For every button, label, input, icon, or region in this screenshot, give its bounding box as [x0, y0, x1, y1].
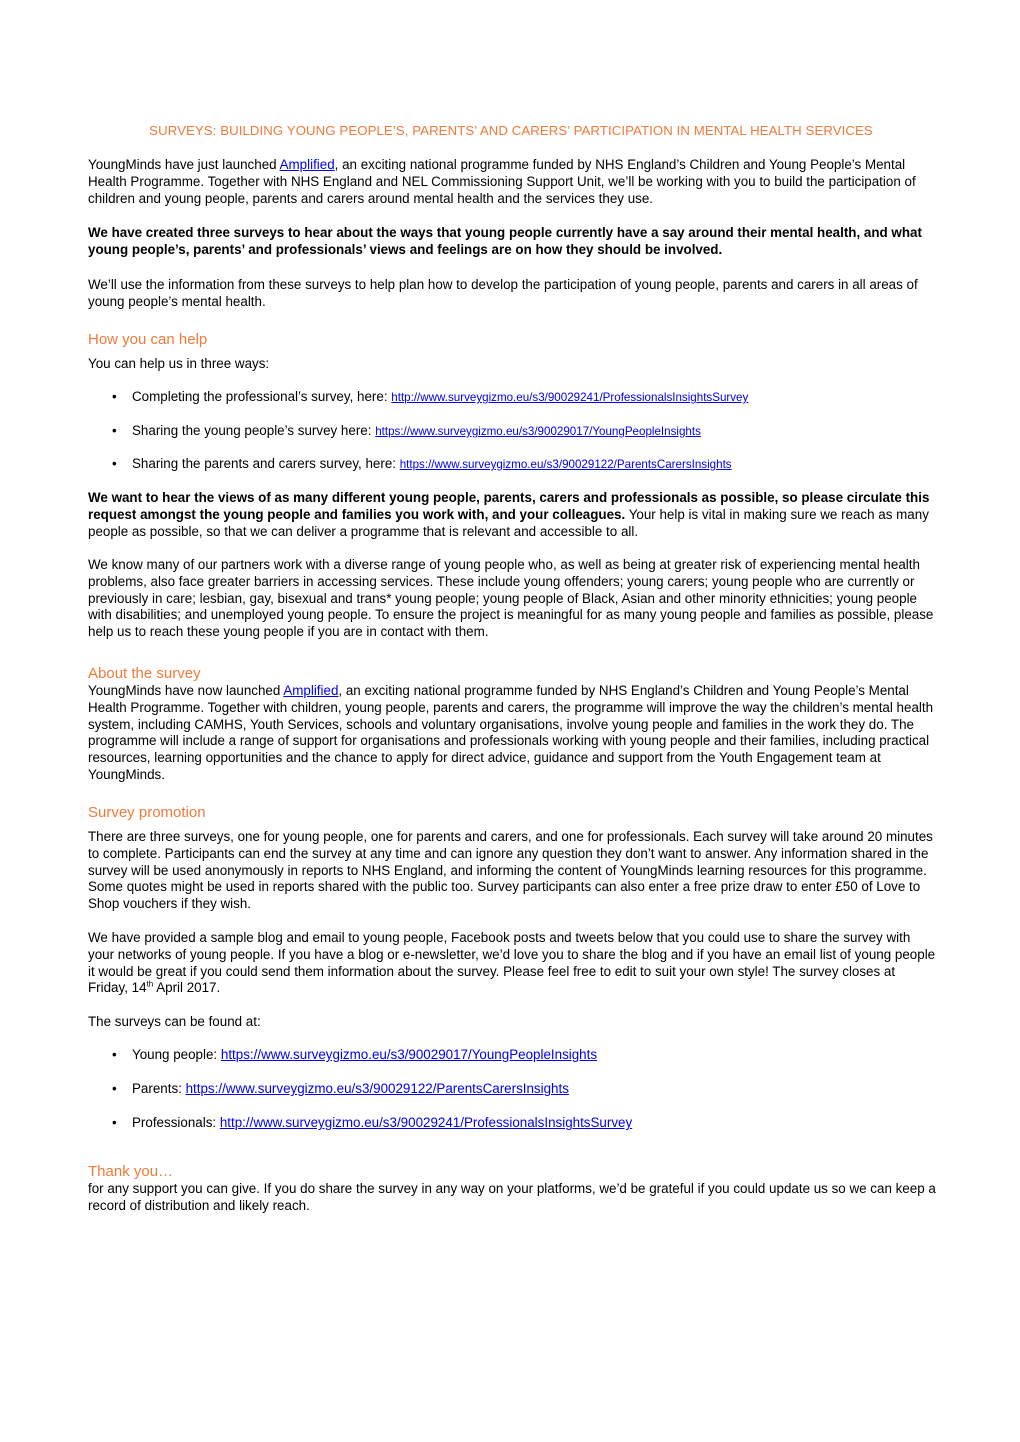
circulate-normal-text: Your help is vital in making sure we reach as many people as possible, so that we can deliver a programme that is relevant and accessible to all. — [88, 506, 929, 539]
about-text-after: , an exciting national programme funded by NHS England’s Children and Young People’s Mental Health Programme. Together with children, young people, parents and carers, the programme will improve the way the children’s mental health system, including CAMHS, Youth Services, schools and voluntary organisations, involve young people and families in the work they do. The programme will include a range of support for organisations and professionals working with young people and their families, including practical resources, learning opportunities and the chance to apply for direct advice, guidance and support from the Youth Engagement team at YoungMinds. — [88, 683, 934, 782]
professionals-survey-link[interactable]: http://www.surveygizmo.eu/s3/90029241/ProfessionalsInsightsSurvey — [391, 391, 749, 404]
bullet-icon: • — [112, 1115, 117, 1130]
bullet-icon: • — [112, 1047, 117, 1062]
bullet-icon: • — [112, 1081, 117, 1096]
intro-paragraph-1 — [88, 157, 938, 207]
young-people-survey-link[interactable]: https://www.surveygizmo.eu/s3/90029017/YoungPeopleInsights — [375, 425, 701, 438]
parents-carers-survey-link[interactable]: https://www.surveygizmo.eu/s3/90029122/ParentsCarersInsights — [185, 1081, 569, 1096]
intro-text-before: YoungMinds have just launched — [88, 157, 280, 172]
help-heading: How you can help — [88, 331, 208, 348]
circulate-paragraph — [88, 490, 938, 540]
help-item-text: Completing the professional’s survey, here: — [132, 389, 392, 404]
promotion-paragraph-2 — [88, 930, 938, 997]
help-list-item — [112, 423, 701, 441]
about-heading: About the survey — [88, 665, 201, 682]
bullet-icon: • — [112, 423, 117, 438]
intro-text-after: , an exciting national programme funded by NHS England’s Children and Young People’s Mental Health Programme. Together with NHS England and NEL Commissioning Support Unit, we’ll be working with you to build the participation of children and young people, parents and carers around mental health and the services they use. — [88, 157, 916, 206]
bullet-icon: • — [112, 456, 117, 471]
intro-paragraph-bold: We have created three surveys to hear about the ways that young people currently have a say around their mental health, and what young people’s, parents’ and professionals’ views and feelings are on how they should be involved. — [88, 225, 922, 257]
thanks-heading: Thank you… — [88, 1163, 174, 1180]
survey-item-label: Professionals: — [132, 1115, 220, 1130]
about-paragraph — [88, 683, 938, 784]
survey-item-label: Parents: — [132, 1081, 186, 1096]
promotion-text-before: We have provided a sample blog and email to young people, Facebook posts and tweets below that you could use to share the survey with your networks of young people. If you have a blog or e-newsletter, we’d love you to share the blog and if you have an email list of young people it would be great if you could send them information about the survey. Please feel free to edit to suit your own style! The survey closes at Friday, 14 — [88, 930, 936, 996]
thanks-paragraph: for any support you can give. If you do share the survey in any way on your platforms, we’d be grateful if you could update us so we can keep a record of distribution and likely reach. — [88, 1181, 936, 1213]
young-people-survey-link[interactable]: https://www.surveygizmo.eu/s3/90029017/YoungPeopleInsights — [220, 1047, 598, 1062]
circulate-bold-text: We want to hear the views of as many different young people, parents, carers and professionals as possible, so please circulate this request amongst the young people and families you work with, and your colleagues. — [88, 490, 930, 522]
promotion-paragraph-1: There are three surveys, one for young people, one for parents and carers, and one for professionals. Each survey will take around 20 minutes to complete. Participants can end the survey at any time and can ignore any question they don’t want to answer. Any information shared in the survey will be used anonymously in reports to NHS England, and informing the content of YoungMinds learning resources for this programme. Some quotes might be used in reports shared with the public too. Survey participants can also enter a free prize draw to enter £50 of Love to Shop vouchers if they wish. — [88, 829, 933, 912]
bullet-icon: • — [112, 389, 117, 404]
date-superscript: th — [146, 979, 154, 989]
survey-list-item — [112, 1047, 597, 1064]
help-list-item — [112, 456, 732, 474]
intro-paragraph-3: We’ll use the information from these surveys to help plan how to develop the participation of young people, parents and carers in all areas of young people’s mental health. — [88, 277, 918, 309]
promotion-heading: Survey promotion — [88, 804, 206, 821]
survey-list-item — [112, 1115, 632, 1132]
help-intro: You can help us in three ways: — [88, 356, 270, 371]
professionals-survey-link[interactable]: http://www.surveygizmo.eu/s3/90029241/ProfessionalsInsightsSurvey — [219, 1115, 633, 1130]
help-item-text: Sharing the young people’s survey here: — [132, 423, 376, 438]
help-item-text: Sharing the parents and carers survey, here: — [132, 456, 400, 471]
diverse-paragraph: We know many of our partners work with a diverse range of young people who, as well as being at greater risk of experiencing mental health problems, also face greater barriers in accessing services. These include young offenders; young carers; young people who are currently or previously in care; lesbian, gay, bisexual and trans* young people; young people of Black, Asian and other minority ethnicities; young people with disabilities; and unemployed young people. To ensure the project is meaningful for as many young people and families as possible, please help us to reach these young people if you are in contact with them. — [88, 557, 934, 640]
parents-carers-survey-link[interactable]: https://www.surveygizmo.eu/s3/90029122/ParentsCarersInsights — [399, 458, 732, 471]
page-title: SURVEYS: BUILDING YOUNG PEOPLE’S, PARENTS’ AND CARERS’ PARTICIPATION IN MENTAL HEALTH SERVICES — [149, 123, 873, 138]
amplified-link[interactable]: Amplified — [283, 683, 339, 698]
survey-list-item — [112, 1081, 569, 1098]
amplified-link[interactable]: Amplified — [279, 157, 335, 172]
about-text-before: YoungMinds have now launched — [88, 683, 284, 698]
promotion-text-after: April 2017. — [153, 980, 221, 996]
survey-item-label: Young people: — [132, 1047, 221, 1062]
help-list-item — [112, 389, 748, 407]
surveys-found-at: The surveys can be found at: — [88, 1014, 261, 1029]
